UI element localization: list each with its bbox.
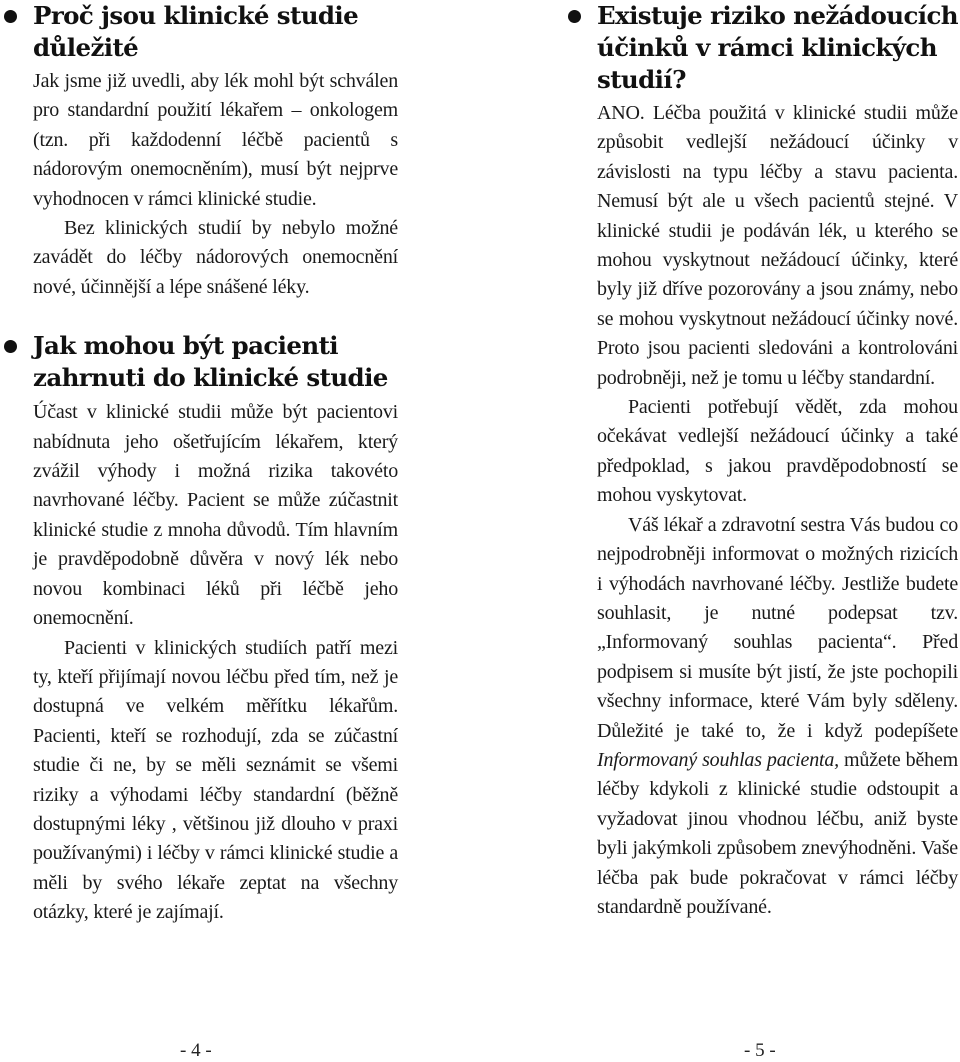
section-heading-text: Proč jsou klinické studie důležité (33, 1, 359, 62)
bullet-icon (4, 10, 17, 23)
paragraph-patients-need-know: Pacienti potřebují vědět, zda mohou očekávat vedlejší nežádoucí účinky a také předpoklad, s jakou pravděpodobností se mohou vyskytovat. (597, 396, 958, 507)
paragraph-patients-in-studies: Pacienti v klinických studiích patří mezi ty, kteří přijímají novou léčbu před tím, než je dostupná ve velkém měřítku lékařům. Pacienti, kteří se rozhodují, zda se zúčastní studie či ne, by se měli seznámit se všemi riziky a výhodami léčby standardní (běžně dostupnými léky , většinou již dlouho v praxi používanými) i léčby v rámci klinické studie a měli by svého lékaře zeptat na všechny otázky, které je zajímají. (33, 636, 398, 924)
paragraph-without-studies: Bez klinických studií by nebylo možné zavádět do léčby nádorových onemocnění nové, účinnější a lépe snášené léky. (33, 217, 398, 298)
section-heading-text: Jak mohou být pacienti zahrnuti do klinické studie (33, 331, 388, 393)
informed-consent-term: Informovaný souhlas pacienta, (597, 748, 839, 771)
paragraph-informed-consent (566, 511, 958, 923)
left-page-column (2, 0, 398, 928)
bullet-icon (568, 10, 581, 23)
paragraph-yes-risk: ANO. Léčba použitá v klinické studii může způsobit vedlejší nežádoucí účinky v závislosti na typu léčby a stavu pacienta. Nemusí být ale u všech pacientů stejné. V klinické studii je podáván lék, u kterého se mohou vyskytnout nežádoucí účinky, které byly již dříve pozorovány a jsou známy, nebo se mohou vyskytnout nežádoucí účinky nové. Proto jsou pacienti sledováni a kontrolováni podrobněji, než je tomu u léčby standardní. (597, 102, 958, 389)
section-heading-side-effects (566, 0, 958, 96)
bullet-icon (4, 340, 17, 353)
right-page-column (566, 0, 958, 922)
paragraph-participation: Účast v klinické studii může být pacientovi nabídnuta jeho ošetřujícím lékařem, který zvážil výhody i možná rizika takovéto navrhované léčby. Pacient se může zúčastnit klinické studie z mnoha důvodů. Tím hlavním je pravděpodobně důvěra v nový lék nebo novou kombinaci léků při léčbě jeho onemocnění. (33, 401, 398, 630)
paragraph-approval: Jak jsme již uvedli, aby lék mohl být schválen pro standardní použití lékařem – onkologem (tzn. při každodenní léčbě pacientů s nádorovým onemocněním), musí být nejprve vyhodnocen v rámci klinické studie. (33, 70, 398, 210)
section-heading-why-important (2, 0, 398, 64)
section-heading-how-included (2, 330, 398, 394)
consent-text-start: Váš lékař a zdravotní sestra Vás budou co nejpodrobněji informovat o možných rizicích i výhodách navrhované léčby. Jestliže budete souhlasit, je nutné podepsat tzv. „Informovaný souhlas pacienta“. Před podpisem si musíte být jistí, že jste pochopili všechny informace, které Vám byly sděleny. Důležité je také to, že i když podepíšete (597, 513, 958, 742)
consent-text-end: můžete během léčby kdykoli z klinické studie odstoupit a vyžadovat jinou vhodnou léčbu, aniž byste byli jakýmkoli způsobem znevýhodněni. Vaše léčba pak bude pokračovat v rámci léčby standardně používané. (597, 748, 958, 918)
page-number-left: - 4 - (180, 1040, 212, 1061)
page-number-right: - 5 - (744, 1040, 776, 1061)
section-heading-text: Existuje riziko nežádoucích účinků v rámci klinických studií? (597, 1, 959, 94)
